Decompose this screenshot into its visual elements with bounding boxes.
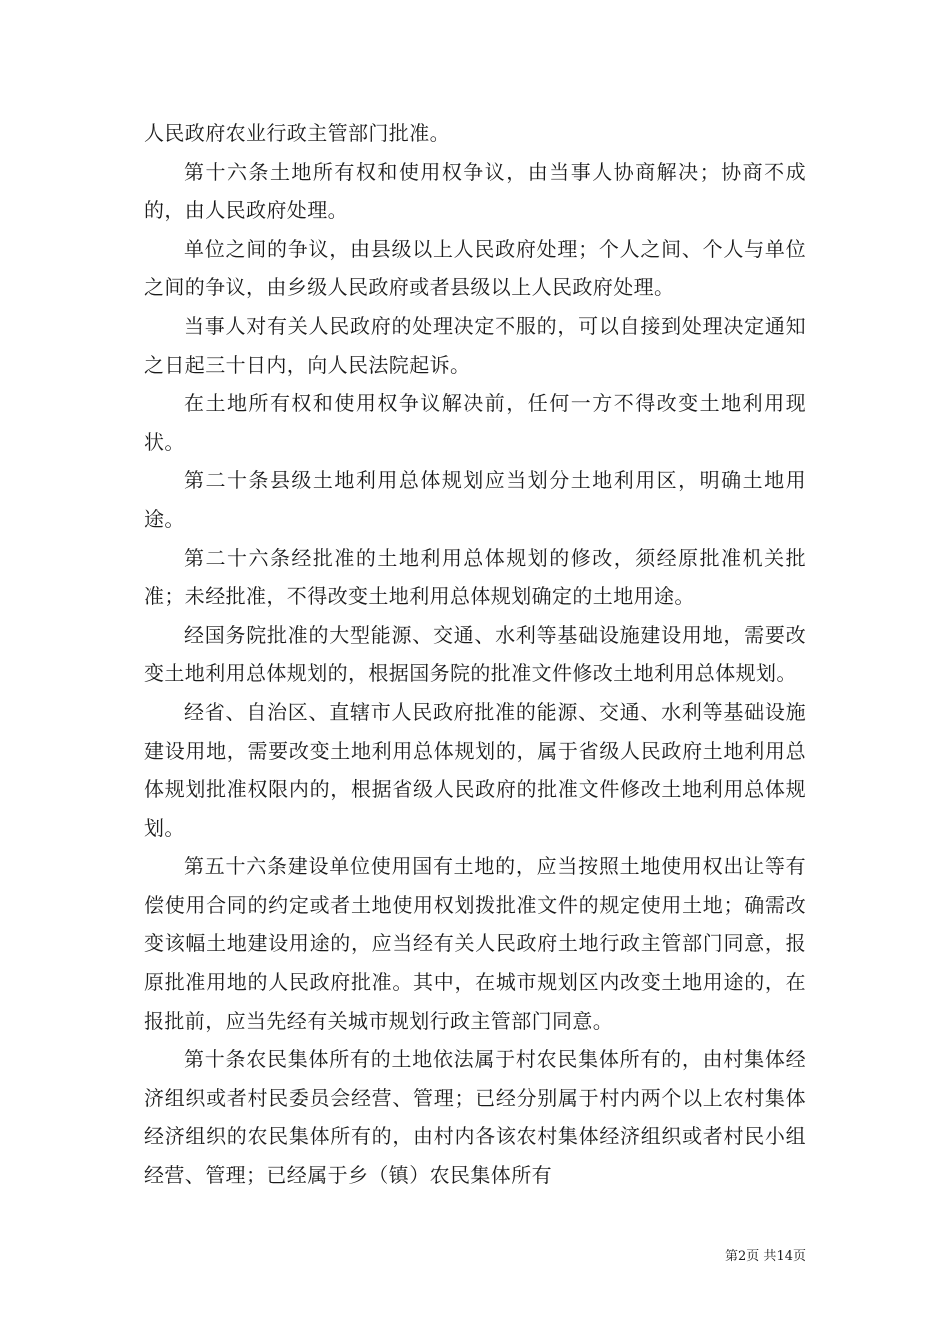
- footer-current-page: 2: [738, 1249, 747, 1264]
- paragraph-article-56: 第五十六条建设单位使用国有土地的，应当按照土地使用权出让等有偿使用合同的约定或者土地使用权划拨批准文件的规定使用土地；确需改变该幅土地建设用途的，应当经有关人民政府土地行政主管部门同意，报原批准用地的人民政府批准。其中，在城市规划区内改变土地用途的，在报批前，应当先经有关城市规划行政主管部门同意。: [144, 854, 806, 1033]
- paragraph-status-quo: 在土地所有权和使用权争议解决前，任何一方不得改变土地利用现状。: [144, 391, 806, 454]
- page-footer: [725, 1248, 806, 1266]
- footer-prefix: 第: [725, 1249, 739, 1264]
- document-body: [144, 114, 806, 1195]
- paragraph-lawsuit: 当事人对有关人民政府的处理决定不服的，可以自接到处理决定通知之日起三十日内，向人民法院起诉。: [144, 313, 806, 377]
- paragraph-article-26: 第二十六条经批准的土地利用总体规划的修改，须经原批准机关批准；未经批准，不得改变土地利用总体规划确定的土地用途。: [144, 545, 806, 609]
- paragraph-article-10: 第十条农民集体所有的土地依法属于村农民集体所有的，由村集体经济组织或者村民委员会经营、管理；已经分别属于村内两个以上农村集体经济组织的农民集体所有的，由村内各该农村集体经济组织或者村民小组经营、管理；已经属于乡（镇）农民集体所有: [144, 1047, 806, 1188]
- paragraph-unit-disputes: 单位之间的争议，由县级以上人民政府处理；个人之间、个人与单位之间的争议，由乡级人民政府或者县级以上人民政府处理。: [144, 236, 806, 300]
- footer-suffix: 页: [792, 1249, 806, 1264]
- footer-middle: 页 共: [746, 1249, 777, 1264]
- paragraph-state-council: 经国务院批准的大型能源、交通、水利等基础设施建设用地，需要改变土地利用总体规划的，根据国务院的批准文件修改土地利用总体规划。: [144, 622, 806, 686]
- paragraph-continuation: 人民政府农业行政主管部门批准。: [144, 121, 450, 145]
- paragraph-article-20: 第二十条县级土地利用总体规划应当划分土地利用区，明确土地用途。: [144, 468, 806, 531]
- paragraph-provincial: 经省、自治区、直辖市人民政府批准的能源、交通、水利等基础设施建设用地，需要改变土地利用总体规划的，属于省级人民政府土地利用总体规划批准权限内的，根据省级人民政府的批准文件修改土地利用总体规划。: [144, 699, 806, 840]
- footer-total-pages: 14: [776, 1249, 793, 1264]
- paragraph-article-16: 第十六条土地所有权和使用权争议，由当事人协商解决；协商不成的，由人民政府处理。: [144, 159, 806, 223]
